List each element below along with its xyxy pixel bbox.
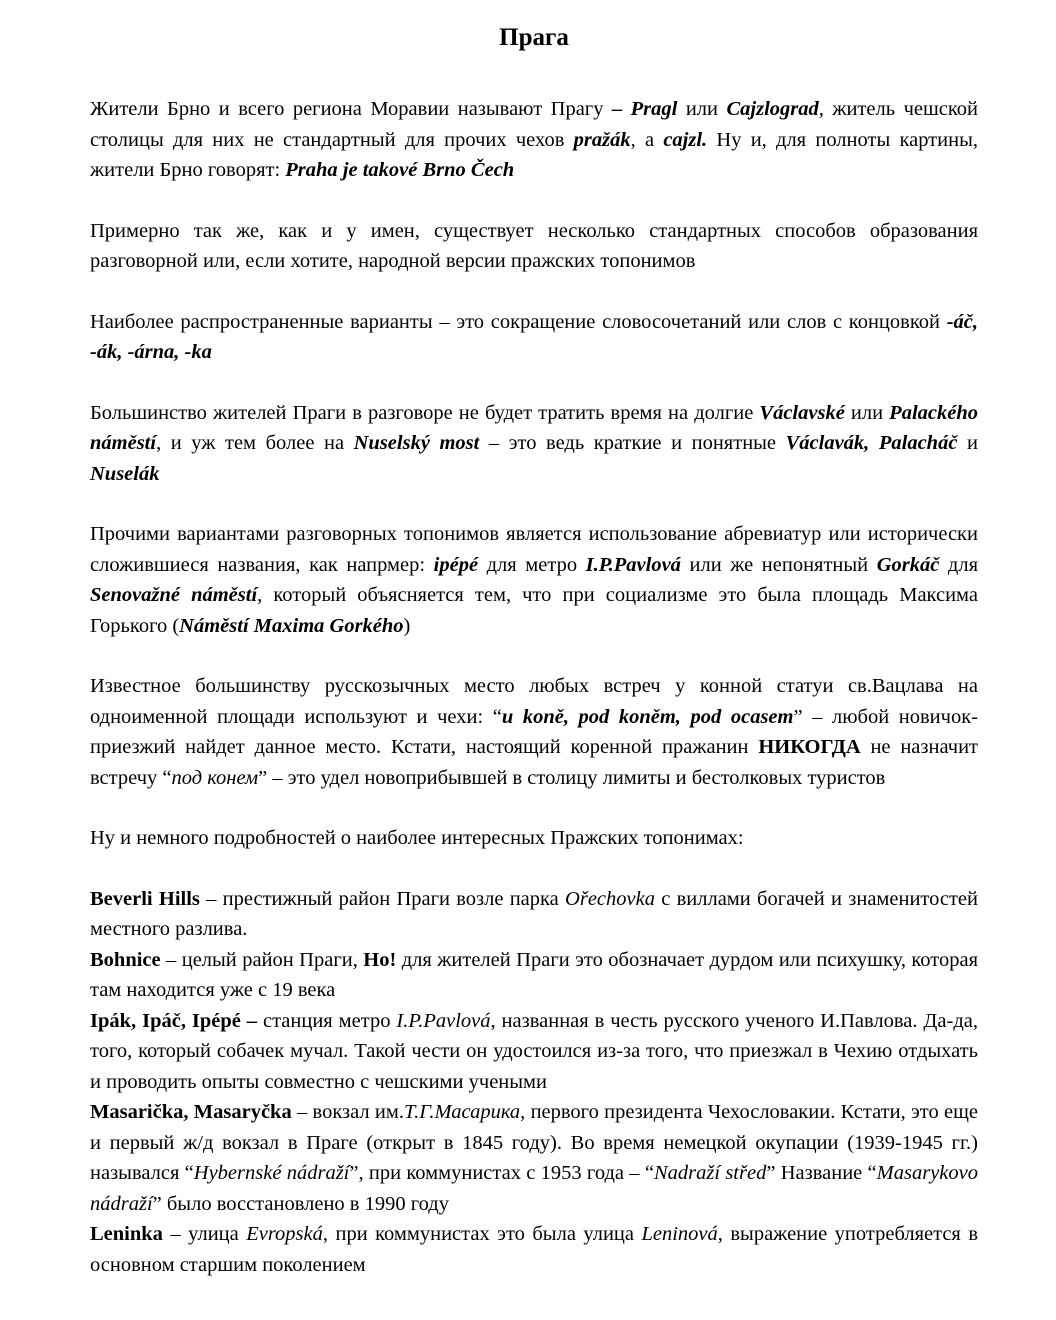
paragraph (90, 519, 978, 641)
text-run: Ну и немного подробностей о наиболее интересных Пражских топонимах: (90, 827, 744, 849)
text-run: Т.Г.Масарика (403, 1101, 521, 1123)
text-run: или (844, 401, 890, 424)
text-run: , названная в честь русского ученого И.Павлова. Да-да, того, который собачек мучал. Такой чести он удостоился из-за того, что приезжал в Чехию отдыхать и проводить опыты совместно с чешскими учеными (90, 1009, 978, 1093)
text-run: Masarička, Masaryčka (90, 1101, 292, 1123)
page-title: Прага (499, 24, 569, 51)
toponym-entry (90, 1006, 978, 1098)
text-run: , при коммунистах это была улица (322, 1223, 642, 1245)
text-run: ” Название “ (766, 1162, 877, 1184)
text-run: НИКОГДА (758, 736, 861, 758)
text-run: ” было восстановлено в 1990 году (152, 1192, 449, 1215)
text-run: Жители Брно и всего региона Моравии называют Прагу (90, 98, 612, 120)
toponym-entry (90, 945, 978, 1006)
paragraph (90, 216, 978, 277)
text-run: для метро (478, 553, 586, 576)
text-run: или (677, 98, 727, 120)
text-run: u koně, pod koněm, pod ocasem (501, 705, 794, 728)
text-run: cajzl. (663, 128, 708, 151)
text-run: Примерно так же, как и у имен, существует несколько стандартных способов образования разговорной или, если хотите, народной версии пражских топонимов (90, 219, 978, 272)
text-run: и (957, 432, 978, 454)
text-run: Известное большинству русскозычных место любых встреч у конной статуи св.Вацлава на одноименной площади используют и чехи: “ (90, 675, 978, 728)
text-run: , который объясняется тем, что при социализме это была площадь Максима Горького ( (90, 584, 978, 637)
body-paragraphs (90, 94, 978, 854)
text-run: Nadraží střed (653, 1162, 767, 1184)
text-run: , выражение употребляется в основном старшим поколением (90, 1223, 979, 1276)
text-run: Ну и, для полноты картины, жители Брно говорят: (90, 128, 978, 181)
text-run: – престижный район Праги возле парка (199, 887, 566, 910)
text-run: с виллами богачей и знаменитостей местного разлива. (90, 887, 979, 940)
text-run: – это ведь краткие и понятные (479, 432, 786, 454)
paragraph (90, 671, 978, 793)
text-run: ) (403, 614, 411, 637)
text-run: Praha je takové Brno Čech (285, 159, 515, 181)
text-run: Náměstí Maxima Gorkého (179, 614, 404, 637)
text-run: или же непонятный (680, 553, 877, 576)
text-run: -áč, -ák, -árna, -ka (90, 310, 978, 363)
text-run: – вокзал им. (291, 1101, 404, 1123)
text-run: Nuselský most (353, 432, 480, 454)
text-run: , житель чешской столицы для них не стандартный для прочих чехов (90, 98, 979, 151)
text-run: ipépé (433, 553, 479, 576)
paragraph (90, 823, 978, 854)
text-run: , первого президента Чехословакии. Кстати, это еще и первый ж/д вокзал в Праге (открыт в 1845 году). Во время немецкой окупации (1939-1945 гг.) назывался “ (90, 1101, 979, 1184)
text-run: Hybernské nádraží (193, 1162, 350, 1184)
text-run: не назначит встречу “ (90, 736, 978, 789)
paragraph (90, 398, 978, 490)
text-run: Но! (363, 948, 397, 971)
text-run: Nuselák (90, 462, 160, 485)
text-run: ” – это удел новоприбывшей в столицу лимиты и бестолковых туристов (258, 766, 886, 789)
document-page (90, 18, 978, 1280)
text-run: Большинство жителей Праги в разговоре не будет тратить время на долгие (90, 401, 760, 424)
text-run: Gorkáč (876, 553, 940, 576)
text-run: Palackého náměstí (90, 401, 978, 454)
paragraph (90, 94, 978, 186)
toponym-entry (90, 1219, 978, 1280)
text-run: Прочими вариантами разговорных топонимов является использование абревиатур или исторически сложившиеся названия, как напрмер: (90, 523, 978, 576)
text-run: – целый район Праги, (160, 948, 364, 971)
text-run: Ořechovka (565, 887, 655, 910)
text-run: Václavák, Palacháč (785, 432, 958, 454)
text-run: Senovažné náměstí (90, 584, 258, 606)
text-run: Evropská (246, 1223, 323, 1245)
text-run: Наиболее распространенные варианты – это сокращение словосочетаний или слов с концовкой (90, 310, 947, 333)
text-run: , и уж тем более на (156, 432, 354, 454)
text-run: Václavské (759, 401, 845, 424)
text-run: под конем (171, 766, 259, 789)
text-run: Ipák, Ipáč, Ipépé – (90, 1009, 258, 1032)
toponym-entry (90, 884, 978, 945)
text-run: для (939, 553, 979, 576)
text-run: Leninka (90, 1223, 163, 1245)
text-run: – Pragl (611, 98, 678, 120)
text-run: станция метро (257, 1009, 397, 1032)
toponym-entry (90, 1097, 978, 1219)
text-run: Beverli Hills (90, 887, 200, 910)
text-run: – улица (162, 1223, 247, 1245)
text-run: ”, при коммунистах с 1953 года – “ (349, 1162, 654, 1184)
toponym-entries (90, 884, 978, 1281)
text-run: для жителей Праги это обозначает дурдом или психушку, которая там находится уже с 19 века (90, 948, 978, 1001)
text-run: , а (630, 128, 664, 151)
text-run: Bohnice (90, 948, 161, 971)
text-run: Masarykovo nádraží (90, 1162, 978, 1215)
text-run: ” – любой новичок-приезжий найдет данное место. Кстати, настоящий коренной пражанин (90, 705, 979, 758)
text-run: Cajzlograd (726, 98, 819, 120)
paragraph (90, 307, 978, 368)
text-run: pražák (573, 128, 631, 151)
text-run: I.P.Pavlová (396, 1009, 491, 1032)
text-run: Leninová (641, 1223, 718, 1245)
text-run: I.P.Pavlová (585, 553, 681, 576)
